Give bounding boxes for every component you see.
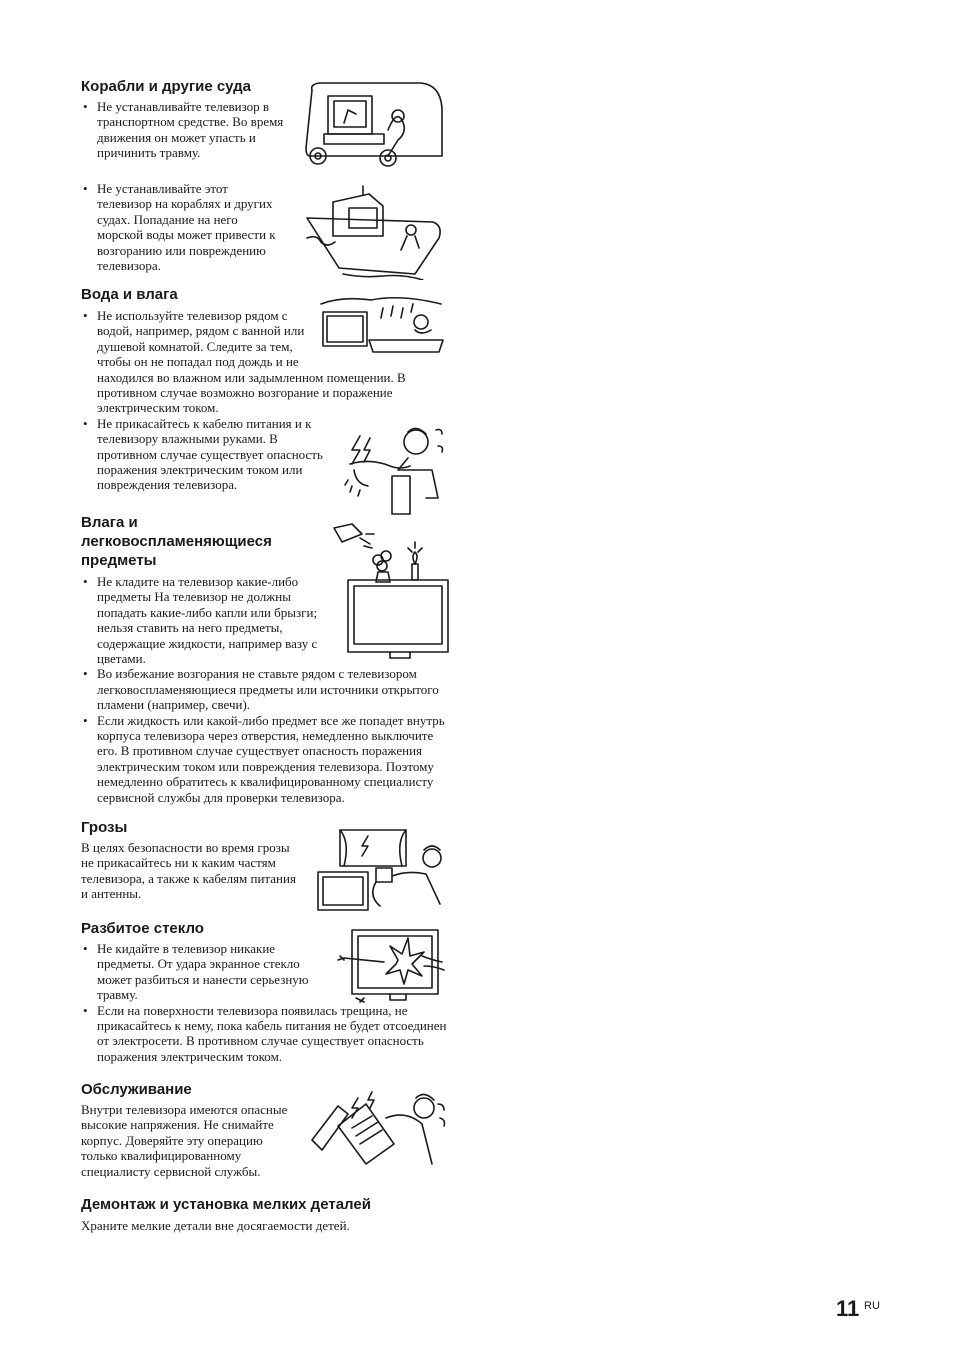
camper-van-illustration — [300, 78, 450, 173]
heading-flammable: Влага и легковоспламеняющиеся предметы — [81, 514, 272, 569]
heading-water: Вода и влага — [81, 286, 178, 303]
list-item: • Если на поверхности телевизора появилась трещина, не прикасайтесь к нему, пока кабель питания не будет отсоединен от электросети. В противном случае существует опасность поражения электрическим током. — [81, 1003, 449, 1065]
heading-glass: Разбитое стекло — [81, 920, 204, 937]
list-item: • Во избежание возгорания не ставьте рядом с телевизором легковоспламеняющиеся предметы или источники открытого пламени (например, свечи). — [81, 666, 449, 712]
bathtub-illustration — [317, 296, 449, 358]
heading-parts: Демонтаж и установка мелких деталей — [81, 1196, 371, 1213]
list-ships-1 — [81, 99, 286, 161]
list-item: • Не используйте телевизор рядом с водой, например, рядом с ванной или душевой комнатой. Следите за тем, чтобы он не попадал под дождь и не находился во влажном или задымленном помещении. В противном случае возможно возгорание и поражение электрическим током. — [81, 308, 449, 416]
heading-ships: Корабли и другие суда — [81, 78, 252, 95]
list-item: • Не прикасайтесь к кабелю питания и к телевизору влажными руками. В противном случае существует опасность поражения электрическим током или повреждения телевизора. — [81, 416, 329, 493]
heading-service: Обслуживание — [81, 1081, 192, 1098]
thunderstorm-illustration — [314, 826, 450, 914]
list-item: • Не устанавливайте этот телевизор на кораблях и других судах. Попадание на него морской воды может привести к возгоранию или повреждению телевизора. — [81, 181, 286, 273]
vase-candle-illustration — [330, 520, 450, 662]
list-item: • Не кидайте в телевизор никакие предметы. От удара экранное стекло может разбиться и нанести серьезную травму. — [81, 941, 329, 1003]
open-cabinet-illustration — [308, 1088, 450, 1170]
page-language: RU — [864, 1300, 880, 1312]
text-storms: В целях безопасности во время грозы не прикасайтесь ни к каким частям телевизора, а также к кабелям питания и антенны. — [81, 840, 296, 902]
wet-hands-illustration — [338, 418, 450, 522]
list-item: • Если жидкость или какой-либо предмет все же попадет внутрь корпуса телевизора через отверстия, немедленно выключите его. В противном случае существует опасность поражения электрическим током или повреждения телевизора. Поэтому немедленно обратитесь к квалифицированному специалисту сервисной службы для проверки телевизора. — [81, 713, 449, 805]
list-item: • Не кладите на телевизор какие-либо предметы На телевизор не должны попадать какие-либо капли или брызги; нельзя ставить на него предметы, содержащие жидкости, например вазу с цветами. — [81, 574, 329, 666]
list-item: • Не устанавливайте телевизор в транспортном средстве. Во время движения он может упасть и причинить травму. — [81, 99, 286, 161]
boat-illustration — [303, 182, 450, 280]
broken-screen-illustration — [334, 926, 450, 1008]
text-parts: Храните мелкие детали вне досягаемости детей. — [81, 1218, 350, 1233]
list-ships-2 — [81, 181, 286, 273]
heading-storms: Грозы — [81, 819, 128, 836]
page-number: 11 — [836, 1296, 860, 1321]
text-service: Внутри телевизора имеются опасные высокие напряжения. Не снимайте корпус. Доверяйте эту операцию только квалифицированному специалисту сервисной службы. — [81, 1102, 288, 1179]
